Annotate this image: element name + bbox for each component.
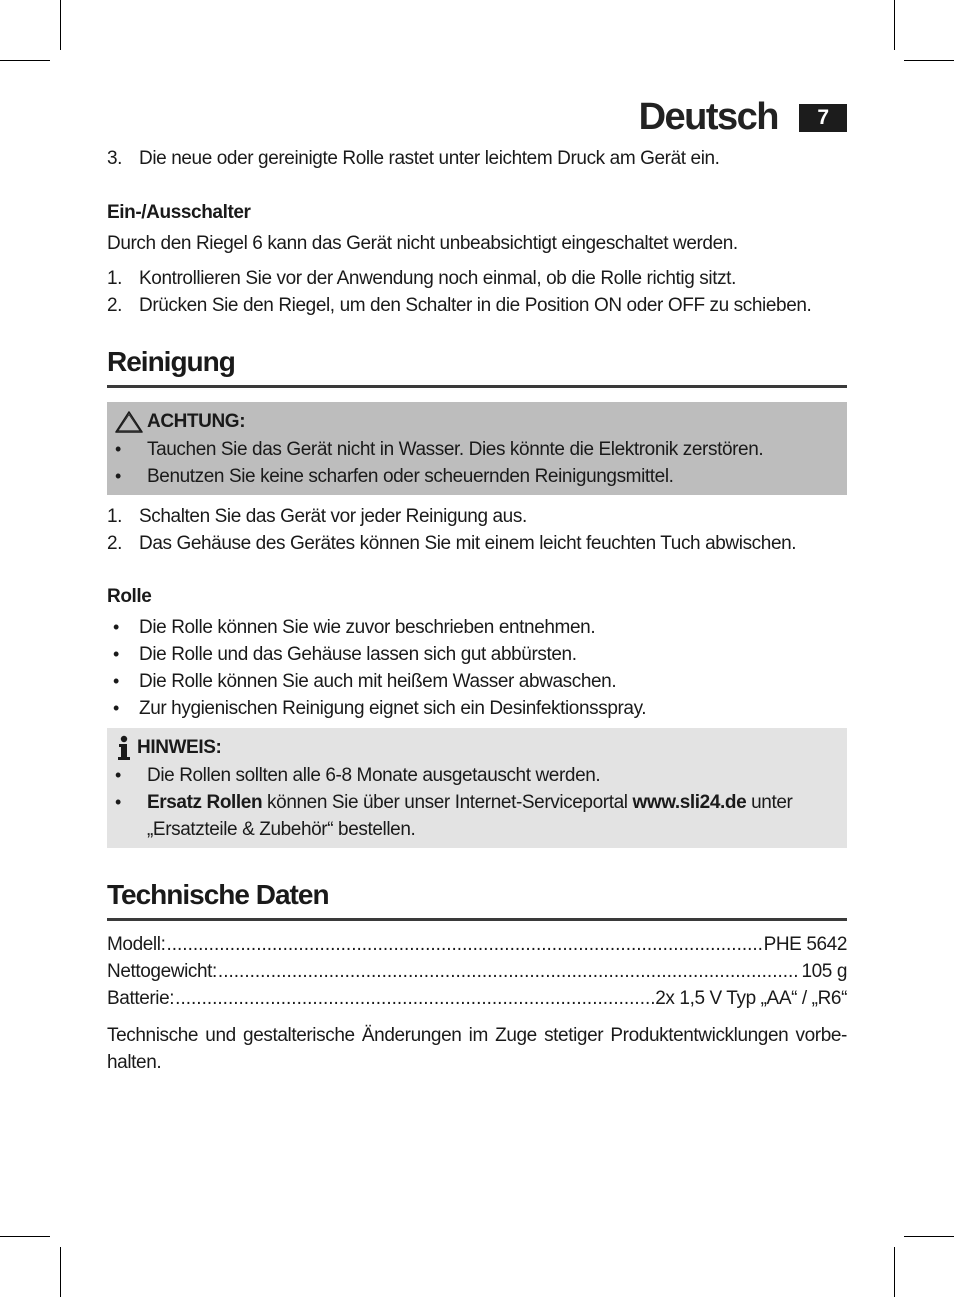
section-heading-cleaning: Reinigung — [107, 345, 847, 388]
cleaning-steps — [107, 503, 847, 557]
crop-mark — [0, 60, 50, 61]
crop-mark — [904, 60, 954, 61]
page-content — [107, 145, 847, 1076]
switch-heading: Ein-/Ausschalter — [107, 202, 251, 223]
switch-intro: Durch den Riegel 6 kann das Gerät nicht unbeabsichtigt eingeschaltet werden. — [107, 233, 738, 254]
list-item: 1. Kontrollieren Sie vor der Anwendung noch einmal, ob die Rolle richtig sitzt. — [107, 268, 736, 289]
crop-mark — [894, 0, 895, 50]
switch-steps — [107, 265, 847, 319]
list-item: 2. Drücken Sie den Riegel, um den Schalter in die Position ON oder OFF zu schieben. — [107, 295, 812, 316]
list-item: • Ersatz Rollen können Sie über unser Internet-Serviceportal www.sli24.de unter „Ersatzteile & Zubehör“ bestellen. — [115, 792, 793, 840]
spec-row: Batterie: ..... 2x 1,5 V Typ „AA“ / „R6“ — [107, 985, 847, 1012]
warning-box — [107, 402, 847, 495]
list-item: • Die Rolle können Sie wie zuvor beschrieben entnehmen. — [113, 617, 596, 638]
list-item: • Zur hygienischen Reinigung eignet sich ein Desinfektionsspray. — [113, 698, 647, 719]
spec-row: Nettogewicht: ..... 105 g — [107, 958, 847, 985]
list-item: 1. Schalten Sie das Gerät vor jeder Reinigung aus. — [107, 506, 527, 527]
warning-triangle-icon — [115, 411, 143, 433]
crop-mark — [0, 1236, 50, 1237]
roller-heading: Rolle — [107, 586, 152, 607]
crop-mark — [60, 1247, 61, 1297]
list-item: 2. Das Gehäuse des Gerätes können Sie mit einem leicht feuchten Tuch abwischen. — [107, 533, 797, 554]
page-number-badge: 7 — [799, 104, 847, 132]
page-language-title: Deutsch — [638, 96, 778, 138]
list-item: • Tauchen Sie das Gerät nicht in Wasser. Dies könnte die Elektronik zerstören. — [115, 439, 764, 460]
note-title: HINWEIS: — [137, 737, 222, 758]
list-item: • Benutzen Sie keine scharfen oder scheuernden Reinigungsmittel. — [115, 466, 674, 487]
section-heading-tech: Technische Daten — [107, 878, 847, 921]
replacement-rollers-text: Ersatz Rollen — [147, 792, 263, 813]
info-icon — [115, 735, 133, 761]
spec-row: Modell: ..... PHE 5642 — [107, 931, 847, 958]
list-item: • Die Rolle und das Gehäuse lassen sich gut abbürsten. — [113, 644, 577, 665]
crop-mark — [904, 1236, 954, 1237]
crop-mark — [894, 1247, 895, 1297]
list-item: 3. Die neue oder gereinigte Rolle rastet unter leichtem Druck am Gerät ein. — [107, 148, 720, 169]
footer-note: Technische und gestalterische Änderungen im Zuge stetiger Produktentwicklungen vorbe-halten. — [107, 1025, 847, 1073]
list-item: • Die Rolle können Sie auch mit heißem Wasser abwaschen. — [113, 671, 617, 692]
crop-mark — [60, 0, 61, 50]
note-box — [107, 728, 847, 848]
warning-title: ACHTUNG: — [147, 411, 246, 432]
roller-list — [107, 614, 847, 722]
spec-table — [107, 931, 847, 1012]
service-portal-link[interactable]: www.sli24.de — [632, 792, 747, 813]
list-item: • Die Rollen sollten alle 6-8 Monate ausgetauscht werden. — [115, 765, 601, 786]
